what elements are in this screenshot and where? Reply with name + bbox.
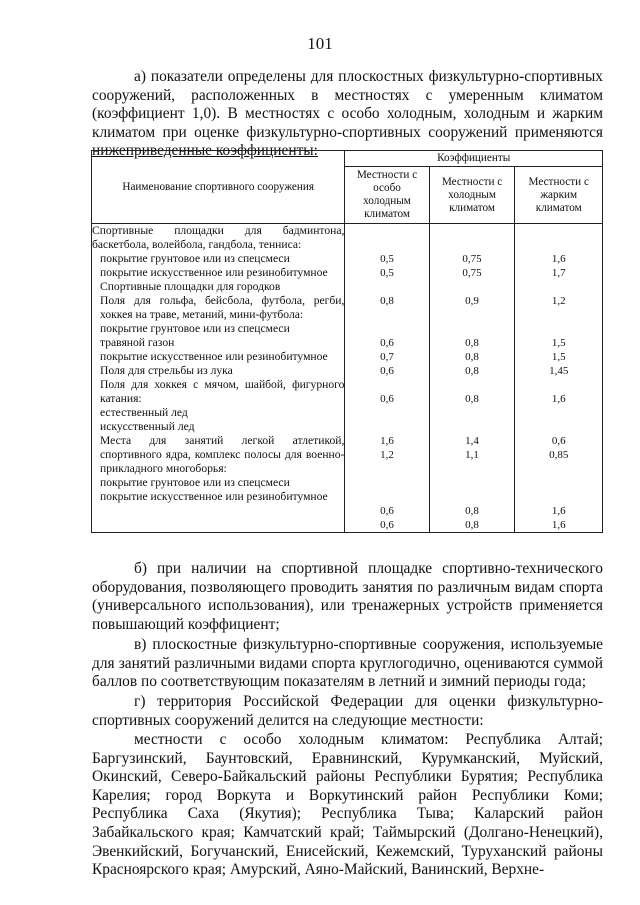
value: 1,2 [551,295,566,307]
value: 0,6 [380,505,394,517]
subitem-label: покрытие искусственное или резинобитумное [100,350,328,363]
value: 1,5 [551,337,566,349]
subitem-label: покрытие грунтовое или из спецсмеси [100,322,290,335]
subitem-label: искусственный лед [100,420,195,433]
value: 1,6 [551,393,566,405]
cold-values-cell [429,224,515,533]
value: 1,5 [551,351,566,363]
value: 1,6 [551,505,566,517]
value: 1,4 [465,435,479,447]
value: 0,6 [551,435,566,447]
col-header-cold: Местности с холодным климатом [429,167,515,224]
value: 1,6 [551,519,566,531]
paragraph-g: г) территория Российской Федерации для оценки физкультурно-спортивных сооружений делится на следующие местности: [92,693,603,729]
paragraph-b: б) при наличии на спортивной площадке спортивно-технического оборудования, позволяющего проводить занятия по различным видам спорта (универсального использования), или тренажерных устройств применяется повышающий коэффициент; [92,560,603,633]
category-label: Спортивные площадки для городков [100,280,281,293]
intro-paragraph [92,68,603,161]
category-label: Поля для стрельбы из лука [100,364,233,377]
category-label: Спортивные площадки для бадминтона, баскетбола, волейбола, гандбола, тенниса: [92,224,345,251]
value: 0,85 [549,449,569,461]
category-label: Поля для хоккея с мячом, шайбой, фигурного катания: [100,378,345,405]
col-header-very-cold: Местности с особо холодным климатом [345,167,429,224]
value: 1,6 [380,435,394,447]
value: 0,75 [462,253,482,265]
intro-text: а) показатели определены для плоскостных физкультурно-спортивных сооружений, расположенных в местностях с умеренным климатом (коэффициент 1,0). В местностях с особо холодным, холодным и жарким климатом при оценке физкультурно-спортивных сооружений применяются [92,68,603,141]
value: 1,1 [465,449,479,461]
value: 0,8 [465,393,479,405]
paragraph-v: в) плоскостные физкультурно-спортивные сооружения, используемые для занятий различными видами спорта круглогодично, оцениваются суммой баллов по соответствующим показателям в летний и зимний периоды года; [92,636,603,691]
value: 0,8 [465,365,479,377]
value: 1,6 [551,253,566,265]
value: 1,2 [380,449,394,461]
subitem-label: покрытие грунтовое или из спецсмеси [100,476,290,489]
name-column-header: Наименование спортивного сооружения [92,151,345,224]
col-header-hot: Местности с жарким климатом [515,167,603,224]
value: 0,75 [462,267,482,279]
subitem-label: естественный лед [100,406,188,419]
coefficients-table [91,150,603,533]
value: 0,6 [380,519,394,531]
hot-values-cell [515,224,603,533]
subitem-label: покрытие грунтовое или из спецсмеси [100,252,290,265]
value: 0,8 [465,519,479,531]
value: 0,6 [380,365,394,377]
value: 0,9 [465,295,479,307]
value: 0,6 [380,393,394,405]
page-number: 101 [307,34,333,53]
category-label: Места для занятий легкой атлетикой, спортивного ядра, комплекс полосы для военно-прикладного многоборья: [100,434,345,475]
value: 1,45 [549,365,569,377]
category-label: Поля для гольфа, бейсбола, футбола, регби, хоккея на траве, метаний, мини-футбола: [100,294,345,321]
value: 0,7 [380,351,394,363]
value: 1,7 [551,267,566,279]
value: 0,5 [380,253,394,265]
value: 0,8 [465,505,479,517]
table-body-row [92,224,603,533]
value: 0,6 [380,337,394,349]
value: 0,8 [465,351,479,363]
value: 0,8 [380,295,394,307]
subitem-label: травяной газон [100,336,175,349]
value: 0,8 [465,337,479,349]
names-cell [92,224,345,533]
paragraph-localities: местности с особо холодным климатом: Республика Алтай; Баргузинский, Баунтовский, Еравнинский, Курумканский, Муйский, Окинский, Северо-Байкальский районы Республики Бурятия; Республика Карелия; город Воркута и Воркутинский район Республики Коми; Республика Саха (Якутия); Республика Тыва; Каларский район Забайкальского края; Камчатский край; Таймырский (Долгано-Ненецкий), Эвенкийский, Богучанский, Енисейский, Кежемский, Туруханский районы Красноярского края; Амурский, Аяно-Майский, Ванинский, Верхне- [92,731,603,879]
coefficients-group-header: Коэффициенты [345,151,603,167]
very-cold-values-cell [345,224,429,533]
intro-underlined-text: нижеприведенные коэффициенты: [92,142,318,160]
value: 0,5 [380,267,394,279]
subitem-label: покрытие искусственное или резинобитумное [100,490,328,503]
subitem-label: покрытие искусственное или резинобитумное [100,266,328,279]
